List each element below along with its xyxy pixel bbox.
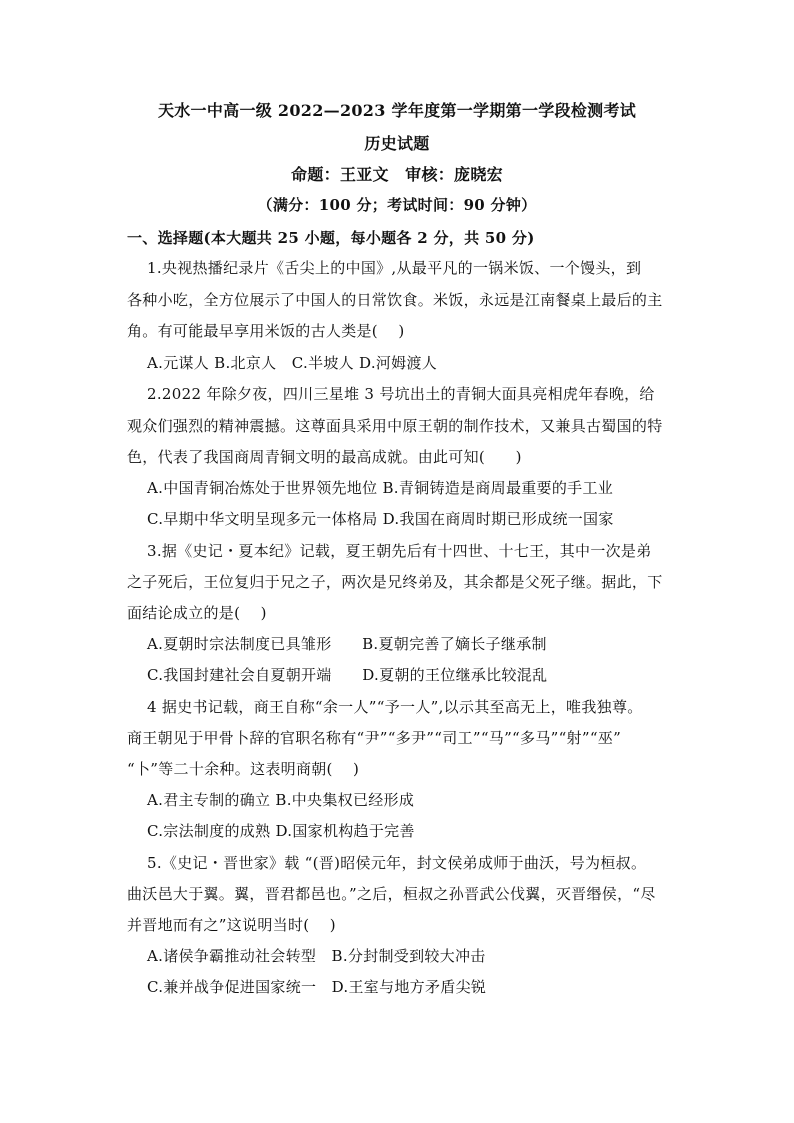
question-4-options-line-2: C.宗法制度的成熟 D.国家机构趋于完善	[147, 822, 415, 840]
authors-line: 命题：王亚文 审核：庞晓宏	[291, 165, 503, 184]
question-5-stem-line-2: 曲沃邑大于翼。翼，晋君都邑也。”之后，桓叔之孙晋武公伐翼，灭晋缗侯，“尽	[127, 885, 656, 903]
question-1-options-line-1: A.元谋人 B.北京人 C.半坡人 D.河姆渡人	[147, 354, 438, 372]
question-1-stem-line-3: 角。有可能最早享用米饭的古人类是( )	[127, 322, 405, 340]
question-4-stem-line-3: “卜”等二十余种。这表明商朝( )	[127, 760, 360, 778]
question-2-stem-line-1: 2.2022 年除夕夜，四川三星堆 3 号坑出土的青铜大面具亮相虎年春晚，给	[147, 385, 655, 403]
question-2-options-line-2: C.早期中华文明呈现多元一体格局 D.我国在商周时期已形成统一国家	[147, 510, 614, 528]
question-1-stem-line-2: 各种小吃，全方位展示了中国人的日常饮食。米饭，永远是江南餐桌上最后的主	[127, 291, 663, 309]
section-title: 一、选择题(本大题共 25 小题，每小题各 2 分，共 50 分)	[127, 229, 535, 247]
question-2-stem-line-2: 观众们强烈的精神震撼。这尊面具采用中原王朝的制作技术，又兼具古蜀国的特	[127, 417, 663, 435]
exam-info: （满分：100 分；考试时间：90 分钟）	[257, 196, 537, 214]
question-3-stem-line-3: 面结论成立的是( )	[127, 604, 267, 622]
question-1-stem-line-1: 1.央视热播纪录片《舌尖上的中国》,从最平凡的一锅米饭、一个馒头，到	[147, 259, 642, 277]
question-2-options-line-1: A.中国青铜冶炼处于世界领先地位 B.青铜铸造是商周最重要的手工业	[147, 479, 614, 497]
question-5-options-line-2: C.兼并战争促进国家统一 D.王室与地方矛盾尖锐	[147, 978, 487, 996]
question-3-stem-line-1: 3.据《史记・夏本纪》记载，夏王朝先后有十四世、十七王，其中一次是弟	[147, 542, 652, 560]
question-4-stem-line-1: 4 据史书记载，商王自称“余一人”“予一人”,以示其至高无上，唯我独尊。	[147, 698, 643, 716]
question-3-options-line-2: C.我国封建社会自夏朝开端 D.夏朝的王位继承比较混乱	[147, 666, 548, 684]
question-4-options-line-1: A.君主专制的确立 B.中央集权已经形成	[147, 791, 415, 809]
question-5-options-line-1: A.诸侯争霸推动社会转型 B.分封制受到较大冲击	[147, 947, 486, 965]
question-5-stem-line-3: 并晋地而有之”这说明当时( )	[127, 916, 336, 934]
question-3-options-line-1: A.夏朝时宗法制度已具雏形 B.夏朝完善了嫡长子继承制	[147, 635, 547, 653]
exam-title: 天水一中高一级 2022—2023 学年度第一学期第一学段检测考试	[157, 101, 637, 120]
question-5-stem-line-1: 5.《史记・晋世家》载 “(晋)昭侯元年，封文侯弟成师于曲沃，号为桓叔。	[147, 854, 647, 872]
question-3-stem-line-2: 之子死后，王位复归于兄之子，两次是兄终弟及，其余都是父死子继。据此，下	[127, 573, 663, 591]
question-4-stem-line-2: 商王朝见于甲骨卜辞的官职名称有“尹”“多尹”“司工”“马”“多马”“射”“巫”	[127, 729, 622, 747]
question-2-stem-line-3: 色，代表了我国商周青铜文明的最高成就。由此可知( )	[127, 448, 522, 466]
subject-title: 历史试题	[364, 134, 430, 153]
